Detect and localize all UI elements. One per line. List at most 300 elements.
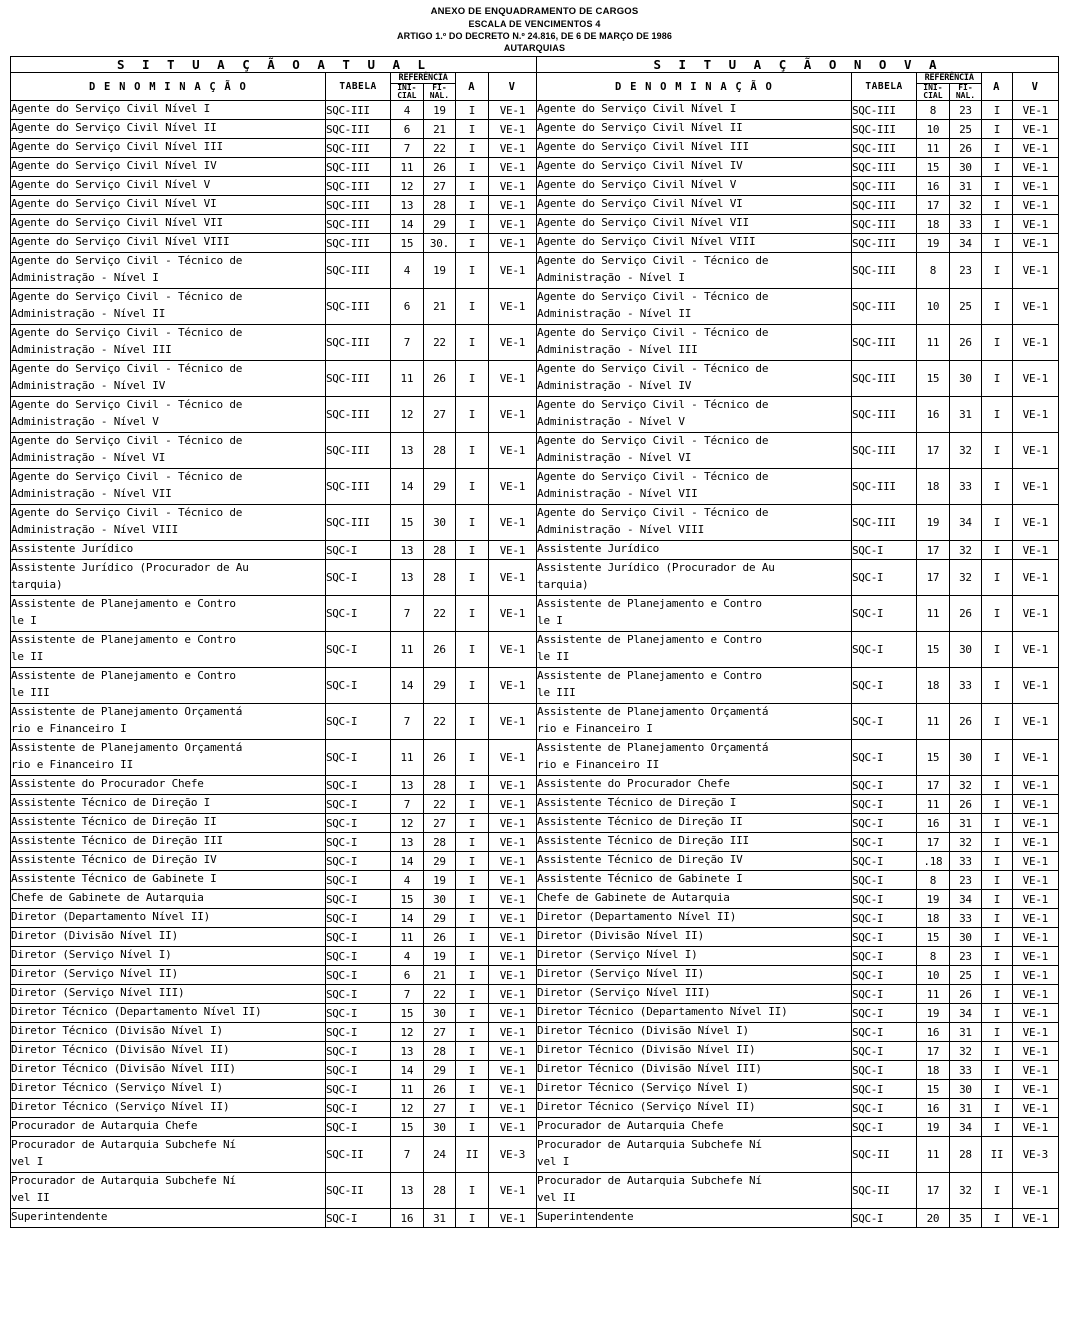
- denominacao-line: Procurador de Autarquia Subchefe Ní: [11, 1137, 236, 1151]
- a-cell-new: I: [982, 985, 1012, 1004]
- final-cell-old: 28: [423, 541, 456, 560]
- tabela-cell-old: SQC-I: [326, 890, 391, 909]
- header-line-2: ESCALA DE VENCIMENTOS 4: [468, 19, 601, 29]
- v-cell-new: VE-1: [1012, 289, 1058, 325]
- a-cell-old: I: [456, 234, 489, 253]
- denominacao-line: Agente do Serviço Civil - Técnico de: [11, 289, 243, 303]
- denominacao-cell-new: [537, 947, 852, 966]
- tabela-cell-old: SQC-III: [326, 289, 391, 325]
- denominacao-line: Agente do Serviço Civil Nível VII: [537, 215, 749, 229]
- denominacao-line: Agente do Serviço Civil Nível IV: [11, 158, 217, 172]
- denominacao-line: Agente do Serviço Civil - Técnico de: [11, 469, 243, 483]
- inicial-cell-new: 18: [917, 215, 950, 234]
- a-cell-new: I: [982, 1004, 1012, 1023]
- inicial-cell-new: 10: [917, 120, 950, 139]
- inicial-cell-old: 6: [391, 966, 424, 985]
- denominacao-line: Assistente Jurídico (Procurador de Au: [537, 560, 775, 574]
- table-row: [11, 1118, 1059, 1137]
- tabela-cell-old: SQC-I: [326, 668, 391, 704]
- tabela-cell-new: SQC-III: [852, 397, 917, 433]
- inicial-cell-old: 7: [391, 985, 424, 1004]
- a-cell-new: I: [982, 1061, 1012, 1080]
- v-cell-old: VE-1: [488, 469, 536, 505]
- tabela-cell-old: SQC-I: [326, 704, 391, 740]
- denominacao-line: le II: [11, 649, 44, 663]
- v-cell-new: VE-1: [1012, 871, 1058, 890]
- a-cell-old: I: [456, 560, 489, 596]
- denominacao-line: Assistente Técnico de Direção III: [11, 833, 223, 847]
- a-cell-old: II: [456, 1137, 489, 1173]
- v-cell-old: VE-1: [488, 196, 536, 215]
- a-cell-old: I: [456, 596, 489, 632]
- inicial-cell-new: 11: [917, 795, 950, 814]
- a-cell-new: I: [982, 139, 1012, 158]
- denominacao-line: Agente do Serviço Civil Nível VI: [537, 196, 743, 210]
- denominacao-line: rio e Financeiro II: [11, 757, 134, 771]
- inicial-line2: CIAL: [397, 91, 417, 100]
- a-cell-old: I: [456, 985, 489, 1004]
- inicial-cell-new: 10: [917, 966, 950, 985]
- v-cell-old: VE-1: [488, 740, 536, 776]
- denominacao-line: Administração - Nível I: [537, 270, 685, 284]
- tabela-cell-new: SQC-III: [852, 158, 917, 177]
- header-line-3: ARTIGO 1.º DO DECRETO N.º 24.816, DE 6 DE MARÇO DE 1986: [397, 31, 672, 41]
- denominacao-line: vel I: [537, 1154, 570, 1168]
- tabela-cell-new: SQC-I: [852, 909, 917, 928]
- denominacao-cell-old: [11, 1023, 326, 1042]
- denominacao-cell-old: [11, 101, 326, 120]
- tabela-cell-new: SQC-I: [852, 1209, 917, 1228]
- a-cell-old: I: [456, 325, 489, 361]
- denominacao-line: Assistente de Planejamento e Contro: [11, 668, 236, 682]
- final-cell-new: 32: [949, 1173, 982, 1209]
- a-cell-new: I: [982, 253, 1012, 289]
- enquadramento-table: [10, 56, 1059, 1228]
- tabela-cell-old: SQC-I: [326, 1080, 391, 1099]
- final-cell-new: 34: [949, 1004, 982, 1023]
- tabela-cell-old: SQC-II: [326, 1137, 391, 1173]
- v-cell-new: VE-1: [1012, 1023, 1058, 1042]
- table-row: [11, 928, 1059, 947]
- denominacao-line: Administração - Nível III: [537, 342, 698, 356]
- v-cell-new: VE-1: [1012, 101, 1058, 120]
- tabela-cell-new: SQC-I: [852, 966, 917, 985]
- table-row: [11, 361, 1059, 397]
- final-cell-new: 35: [949, 1209, 982, 1228]
- inicial-cell-old: 11: [391, 740, 424, 776]
- denominacao-line: Agente do Serviço Civil Nível VI: [11, 196, 217, 210]
- v-cell-old: VE-1: [488, 560, 536, 596]
- final-cell-new: 23: [949, 947, 982, 966]
- denominacao-cell-new: [537, 596, 852, 632]
- a-cell-new: I: [982, 505, 1012, 541]
- denominacao-line: Diretor (Serviço Nível II): [537, 966, 705, 980]
- inicial-cell-old: 15: [391, 234, 424, 253]
- final-cell-old: 26: [423, 1080, 456, 1099]
- v-cell-new: VE-1: [1012, 325, 1058, 361]
- tabela-cell-old: SQC-III: [326, 325, 391, 361]
- a-cell-old: I: [456, 871, 489, 890]
- denominacao-line: Assistente de Planejamento e Contro: [537, 668, 762, 682]
- inicial-cell-old: 7: [391, 1137, 424, 1173]
- denominacao-cell-old: [11, 632, 326, 668]
- inicial-cell-new: 11: [917, 985, 950, 1004]
- v-cell-old: VE-1: [488, 1209, 536, 1228]
- denominacao-cell-old: [11, 1137, 326, 1173]
- denominacao-line: Assistente Técnico de Direção IV: [11, 852, 217, 866]
- final-cell-new: 33: [949, 852, 982, 871]
- inicial-cell-old: 12: [391, 814, 424, 833]
- inicial-cell-old: 7: [391, 704, 424, 740]
- final-cell-old: 29: [423, 909, 456, 928]
- final-cell-new: 32: [949, 433, 982, 469]
- header-line-4: AUTARQUIAS: [503, 43, 566, 53]
- tabela-cell-old: SQC-I: [326, 541, 391, 560]
- denominacao-line: Diretor Técnico (Divisão Nível III): [11, 1061, 236, 1075]
- final-cell-old: 27: [423, 177, 456, 196]
- denominacao-line: Agente do Serviço Civil Nível III: [11, 139, 223, 153]
- inicial-cell-old: 11: [391, 158, 424, 177]
- a-cell-new: I: [982, 1080, 1012, 1099]
- tabela-cell-new: SQC-I: [852, 740, 917, 776]
- inicial-cell-new: 19: [917, 890, 950, 909]
- denominacao-line: Diretor (Serviço Nível I): [11, 947, 172, 961]
- tabela-cell-new: SQC-I: [852, 833, 917, 852]
- table-row: [11, 596, 1059, 632]
- table-row: [11, 776, 1059, 795]
- tabela-cell-old: SQC-III: [326, 215, 391, 234]
- table-row: [11, 469, 1059, 505]
- inicial-cell-old: 14: [391, 668, 424, 704]
- tabela-cell-old: SQC-I: [326, 1061, 391, 1080]
- final-cell-new: 34: [949, 890, 982, 909]
- section-title-row: [11, 57, 1059, 73]
- inicial-cell-old: 12: [391, 397, 424, 433]
- table-row: [11, 985, 1059, 1004]
- denominacao-cell-new: [537, 1099, 852, 1118]
- denominacao-cell-new: [537, 505, 852, 541]
- final-cell-old: 30: [423, 1118, 456, 1137]
- inicial-cell-new: 16: [917, 177, 950, 196]
- v-cell-old: VE-1: [488, 632, 536, 668]
- final-cell-old: 28: [423, 1173, 456, 1209]
- situacao-atual-title: S I T U A Ç Ã O A T U A L: [11, 57, 537, 73]
- denominacao-line: Diretor Técnico (Divisão Nível I): [11, 1023, 223, 1037]
- tabela-cell-new: SQC-I: [852, 795, 917, 814]
- v-cell-new: VE-1: [1012, 469, 1058, 505]
- inicial-cell-new: 19: [917, 1004, 950, 1023]
- v-cell-old: VE-1: [488, 596, 536, 632]
- final-cell-new: 33: [949, 909, 982, 928]
- v-cell-new: VE-1: [1012, 541, 1058, 560]
- col-denominacao-old: D E N O M I N A Ç Ã O: [11, 73, 326, 101]
- v-cell-new: VE-1: [1012, 814, 1058, 833]
- v-cell-new: VE-1: [1012, 1061, 1058, 1080]
- v-cell-new: VE-1: [1012, 632, 1058, 668]
- inicial-cell-old: 15: [391, 505, 424, 541]
- denominacao-cell-old: [11, 158, 326, 177]
- denominacao-cell-old: [11, 196, 326, 215]
- a-cell-old: I: [456, 1209, 489, 1228]
- final-cell-old: 28: [423, 560, 456, 596]
- tabela-cell-new: SQC-III: [852, 139, 917, 158]
- denominacao-cell-new: [537, 871, 852, 890]
- tabela-cell-old: SQC-I: [326, 560, 391, 596]
- a-cell-new: I: [982, 1173, 1012, 1209]
- final-line1: FI-: [432, 83, 447, 92]
- table-row: [11, 158, 1059, 177]
- tabela-cell-new: SQC-I: [852, 1099, 917, 1118]
- final-cell-old: 30: [423, 1004, 456, 1023]
- denominacao-line: Agente do Serviço Civil - Técnico de: [537, 325, 769, 339]
- a-cell-old: I: [456, 1042, 489, 1061]
- denominacao-line: tarquia): [537, 577, 589, 591]
- denominacao-line: Administração - Nível IV: [11, 378, 166, 392]
- a-cell-new: I: [982, 1023, 1012, 1042]
- inicial-cell-new: 16: [917, 814, 950, 833]
- v-cell-old: VE-1: [488, 1023, 536, 1042]
- v-cell-old: VE-1: [488, 120, 536, 139]
- denominacao-line: Chefe de Gabinete de Autarquia: [537, 890, 730, 904]
- v-cell-new: VE-1: [1012, 1004, 1058, 1023]
- denominacao-cell-new: [537, 985, 852, 1004]
- denominacao-cell-new: [537, 1173, 852, 1209]
- tabela-cell-old: SQC-I: [326, 596, 391, 632]
- denominacao-cell-new: [537, 120, 852, 139]
- denominacao-line: Agente do Serviço Civil Nível I: [537, 101, 737, 115]
- inicial-cell-old: 4: [391, 947, 424, 966]
- final-cell-new: 33: [949, 469, 982, 505]
- table-row: [11, 1137, 1059, 1173]
- v-cell-new: VE-1: [1012, 1118, 1058, 1137]
- a-cell-new: I: [982, 909, 1012, 928]
- denominacao-cell-new: [537, 234, 852, 253]
- tabela-cell-new: SQC-I: [852, 1118, 917, 1137]
- inicial-cell-new: 15: [917, 632, 950, 668]
- denominacao-cell-old: [11, 704, 326, 740]
- v-cell-old: VE-1: [488, 505, 536, 541]
- v-cell-new: VE-1: [1012, 928, 1058, 947]
- v-cell-old: VE-1: [488, 397, 536, 433]
- denominacao-line: Superintendente: [537, 1209, 634, 1223]
- final-cell-old: 26: [423, 158, 456, 177]
- table-row: [11, 177, 1059, 196]
- denominacao-line: Administração - Nível II: [11, 306, 166, 320]
- tabela-cell-old: SQC-III: [326, 101, 391, 120]
- table-row: [11, 909, 1059, 928]
- denominacao-cell-old: [11, 1042, 326, 1061]
- inicial-cell-new: 16: [917, 397, 950, 433]
- v-cell-new: VE-1: [1012, 1173, 1058, 1209]
- a-cell-old: I: [456, 632, 489, 668]
- inicial-line2: CIAL: [923, 91, 943, 100]
- denominacao-cell-new: [537, 704, 852, 740]
- denominacao-line: Administração - Nível IV: [537, 378, 692, 392]
- tabela-cell-old: SQC-I: [326, 966, 391, 985]
- inicial-cell-new: 15: [917, 1080, 950, 1099]
- v-cell-new: VE-1: [1012, 668, 1058, 704]
- denominacao-cell-new: [537, 325, 852, 361]
- tabela-cell-new: SQC-I: [852, 704, 917, 740]
- a-cell-new: I: [982, 966, 1012, 985]
- a-cell-old: I: [456, 139, 489, 158]
- table-row: [11, 433, 1059, 469]
- inicial-cell-new: 8: [917, 101, 950, 120]
- final-cell-new: 31: [949, 177, 982, 196]
- tabela-cell-new: SQC-I: [852, 1042, 917, 1061]
- inicial-cell-old: 13: [391, 833, 424, 852]
- final-cell-old: 29: [423, 1061, 456, 1080]
- denominacao-line: vel II: [537, 1190, 576, 1204]
- table-row: [11, 814, 1059, 833]
- tabela-cell-new: SQC-III: [852, 196, 917, 215]
- inicial-cell-old: 4: [391, 871, 424, 890]
- denominacao-line: Agente do Serviço Civil Nível VIII: [11, 234, 230, 248]
- table-body: [11, 101, 1059, 1228]
- denominacao-cell-old: [11, 560, 326, 596]
- inicial-cell-old: 13: [391, 1173, 424, 1209]
- v-cell-old: VE-1: [488, 101, 536, 120]
- inicial-cell-old: 6: [391, 120, 424, 139]
- inicial-cell-old: 12: [391, 177, 424, 196]
- tabela-cell-new: SQC-II: [852, 1173, 917, 1209]
- a-cell-new: I: [982, 947, 1012, 966]
- a-cell-old: I: [456, 101, 489, 120]
- denominacao-cell-new: [537, 158, 852, 177]
- a-cell-old: I: [456, 928, 489, 947]
- table-row: [11, 325, 1059, 361]
- a-cell-old: I: [456, 1099, 489, 1118]
- denominacao-line: Procurador de Autarquia Subchefe Ní: [537, 1137, 762, 1151]
- final-cell-old: 27: [423, 1023, 456, 1042]
- a-cell-new: I: [982, 215, 1012, 234]
- denominacao-cell-new: [537, 890, 852, 909]
- denominacao-line: le II: [537, 649, 570, 663]
- table-row: [11, 1173, 1059, 1209]
- tabela-cell-new: SQC-III: [852, 120, 917, 139]
- denominacao-line: Diretor Técnico (Serviço Nível I): [11, 1080, 223, 1094]
- tabela-cell-new: SQC-I: [852, 1004, 917, 1023]
- table-row: [11, 632, 1059, 668]
- inicial-cell-old: 6: [391, 289, 424, 325]
- denominacao-line: tarquia): [11, 577, 63, 591]
- denominacao-cell-new: [537, 814, 852, 833]
- denominacao-cell-new: [537, 215, 852, 234]
- denominacao-line: Chefe de Gabinete de Autarquia: [11, 890, 204, 904]
- v-cell-old: VE-1: [488, 541, 536, 560]
- final-cell-new: 31: [949, 1023, 982, 1042]
- v-cell-new: VE-1: [1012, 909, 1058, 928]
- final-cell-old: 30: [423, 890, 456, 909]
- final-cell-new: 25: [949, 120, 982, 139]
- final-cell-new: 23: [949, 101, 982, 120]
- final-cell-old: 28: [423, 433, 456, 469]
- inicial-cell-old: 13: [391, 196, 424, 215]
- denominacao-cell-new: [537, 1209, 852, 1228]
- denominacao-line: Assistente Técnico de Direção I: [11, 795, 211, 809]
- inicial-cell-old: 15: [391, 1004, 424, 1023]
- a-cell-new: I: [982, 852, 1012, 871]
- final-cell-new: 34: [949, 505, 982, 541]
- denominacao-line: Agente do Serviço Civil - Técnico de: [11, 361, 243, 375]
- a-cell-new: I: [982, 1209, 1012, 1228]
- inicial-cell-old: 11: [391, 361, 424, 397]
- v-cell-old: VE-1: [488, 139, 536, 158]
- denominacao-cell-new: [537, 1118, 852, 1137]
- a-cell-old: I: [456, 947, 489, 966]
- tabela-cell-new: SQC-III: [852, 253, 917, 289]
- denominacao-line: Diretor Técnico (Divisão Nível II): [537, 1042, 756, 1056]
- tabela-cell-new: SQC-III: [852, 505, 917, 541]
- table-row: [11, 890, 1059, 909]
- tabela-cell-new: SQC-III: [852, 215, 917, 234]
- denominacao-line: le III: [537, 685, 576, 699]
- tabela-cell-new: SQC-I: [852, 890, 917, 909]
- situacao-nova-title: S I T U A Ç Ã O N O V A: [537, 57, 1059, 73]
- denominacao-cell-old: [11, 1173, 326, 1209]
- denominacao-cell-old: [11, 541, 326, 560]
- a-cell-new: I: [982, 871, 1012, 890]
- inicial-cell-new: 17: [917, 560, 950, 596]
- denominacao-line: Assistente de Planejamento Orçamentá: [537, 704, 769, 718]
- denominacao-line: Administração - Nível II: [537, 306, 692, 320]
- denominacao-line: Diretor (Serviço Nível I): [537, 947, 698, 961]
- a-cell-old: I: [456, 433, 489, 469]
- final-cell-old: 22: [423, 795, 456, 814]
- denominacao-line: Procurador de Autarquia Chefe: [11, 1118, 198, 1132]
- v-cell-new: VE-1: [1012, 1080, 1058, 1099]
- denominacao-line: Diretor (Departamento Nível II): [11, 909, 211, 923]
- final-cell-old: 21: [423, 289, 456, 325]
- final-cell-new: 30: [949, 632, 982, 668]
- v-cell-old: VE-3: [488, 1137, 536, 1173]
- denominacao-line: Assistente de Planejamento e Contro: [11, 596, 236, 610]
- v-cell-old: VE-1: [488, 890, 536, 909]
- denominacao-cell-new: [537, 632, 852, 668]
- v-cell-new: VE-1: [1012, 1209, 1058, 1228]
- denominacao-cell-new: [537, 397, 852, 433]
- denominacao-cell-new: [537, 833, 852, 852]
- denominacao-cell-new: [537, 177, 852, 196]
- table-row: [11, 1099, 1059, 1118]
- col-tabela-old: TABELA: [326, 73, 391, 101]
- final-cell-old: 28: [423, 1042, 456, 1061]
- tabela-cell-new: SQC-III: [852, 469, 917, 505]
- denominacao-line: Agente do Serviço Civil - Técnico de: [11, 397, 243, 411]
- denominacao-cell-new: [537, 909, 852, 928]
- inicial-line1: INI-: [397, 83, 417, 92]
- a-cell-old: I: [456, 966, 489, 985]
- a-cell-old: I: [456, 704, 489, 740]
- final-cell-old: 28: [423, 776, 456, 795]
- final-cell-new: 33: [949, 668, 982, 704]
- denominacao-cell-old: [11, 289, 326, 325]
- table-row: [11, 101, 1059, 120]
- final-cell-new: 33: [949, 215, 982, 234]
- denominacao-line: Diretor (Divisão Nível II): [537, 928, 705, 942]
- denominacao-cell-new: [537, 928, 852, 947]
- a-cell-old: I: [456, 1023, 489, 1042]
- tabela-cell-new: SQC-I: [852, 852, 917, 871]
- final-cell-old: 19: [423, 253, 456, 289]
- denominacao-line: Procurador de Autarquia Chefe: [537, 1118, 724, 1132]
- table-row: [11, 833, 1059, 852]
- tabela-cell-old: SQC-I: [326, 985, 391, 1004]
- a-cell-old: I: [456, 814, 489, 833]
- table-row: [11, 196, 1059, 215]
- col-a-new: A: [982, 73, 1012, 101]
- tabela-cell-old: SQC-I: [326, 776, 391, 795]
